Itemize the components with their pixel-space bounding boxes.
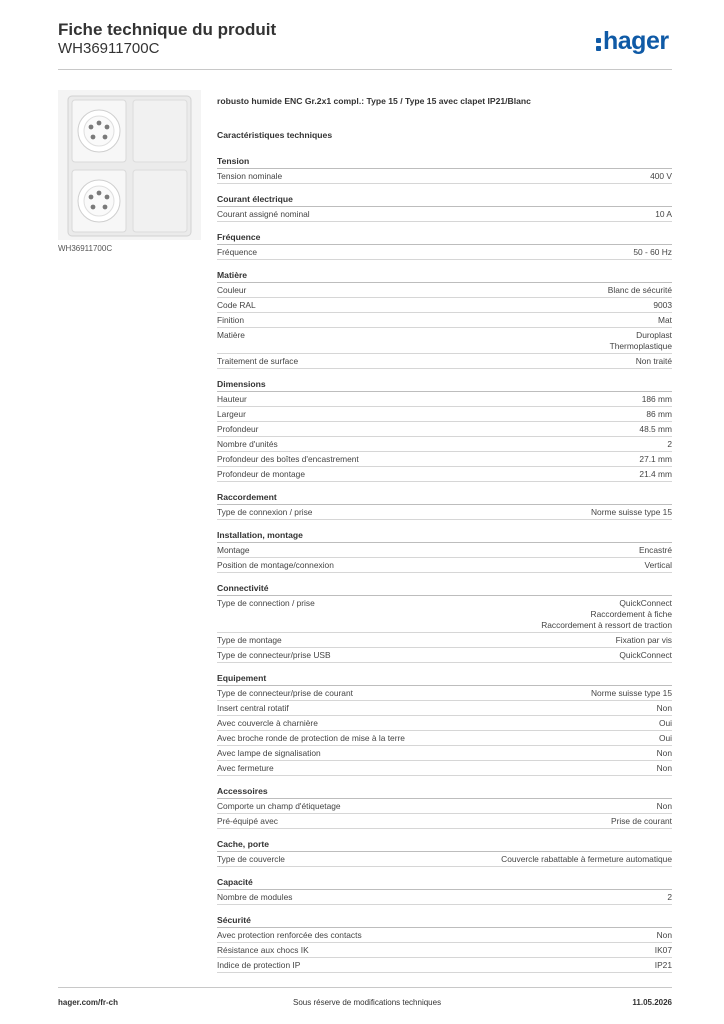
- spec-label: Profondeur des boîtes d'encastrement: [217, 453, 359, 464]
- spec-label: Profondeur de montage: [217, 468, 305, 479]
- spec-row: [217, 928, 672, 943]
- spec-group-title: Cache, porte: [217, 839, 672, 852]
- spec-group: [217, 839, 672, 867]
- spec-row: [217, 298, 672, 313]
- spec-value: Norme suisse type 15: [591, 506, 672, 517]
- spec-row: [217, 731, 672, 746]
- spec-row: [217, 596, 672, 633]
- spec-value: Non: [656, 702, 672, 713]
- spec-label: Largeur: [217, 408, 246, 419]
- spec-value: Norme suisse type 15: [591, 687, 672, 698]
- spec-row: [217, 283, 672, 298]
- spec-group: [217, 379, 672, 482]
- spec-group: [217, 232, 672, 260]
- spec-label: Type de connexion / prise: [217, 506, 313, 517]
- spec-row: [217, 716, 672, 731]
- spec-row: [217, 958, 672, 973]
- spec-value: Oui: [658, 717, 672, 728]
- spec-value: IK07: [654, 944, 672, 955]
- spec-value: Prise de courant: [611, 815, 672, 826]
- spec-group: [217, 492, 672, 520]
- spec-row: [217, 467, 672, 482]
- spec-label: Avec lampe de signalisation: [217, 747, 321, 758]
- spec-row: [217, 207, 672, 222]
- spec-label: Traitement de surface: [217, 355, 299, 366]
- spec-value: IP21: [654, 959, 672, 970]
- spec-group-title: Courant électrique: [217, 194, 672, 207]
- spec-row: [217, 354, 672, 369]
- spec-label: Type de connection / prise: [217, 597, 315, 608]
- spec-label: Finition: [217, 314, 244, 325]
- spec-group-title: Connectivité: [217, 583, 672, 596]
- spec-value: Oui: [658, 732, 672, 743]
- spec-row: [217, 392, 672, 407]
- spec-group-title: Installation, montage: [217, 530, 672, 543]
- spec-row: [217, 761, 672, 776]
- footer-url: hager.com/fr-ch: [58, 998, 119, 1007]
- footer-divider: [58, 987, 672, 988]
- spec-value: Non: [656, 929, 672, 940]
- spec-label: Nombre d'unités: [217, 438, 278, 449]
- spec-group-title: Matière: [217, 270, 672, 283]
- spec-group-title: Accessoires: [217, 786, 672, 799]
- spec-value: Non: [656, 800, 672, 811]
- spec-row: [217, 313, 672, 328]
- footer-date: 11.05.2026: [632, 998, 672, 1007]
- spec-value: Blanc de sécurité: [607, 284, 672, 295]
- spec-value: Vertical: [644, 559, 672, 570]
- spec-group-title: Raccordement: [217, 492, 672, 505]
- spec-row: [217, 852, 672, 867]
- logo-text: hager: [603, 27, 669, 55]
- spec-group: [217, 194, 672, 222]
- product-reference: WH36911700C: [58, 40, 160, 57]
- spec-row: [217, 799, 672, 814]
- spec-label: Avec broche ronde de protection de mise à la terre: [217, 732, 405, 743]
- spec-value: 2: [667, 438, 672, 449]
- spec-row: [217, 437, 672, 452]
- spec-label: Avec fermeture: [217, 762, 274, 773]
- spec-label: Avec couvercle à charnière: [217, 717, 318, 728]
- spec-label: Hauteur: [217, 393, 247, 404]
- spec-value: QuickConnect: [619, 649, 672, 660]
- spec-value: Encastré: [638, 544, 672, 555]
- spec-label: Montage: [217, 544, 250, 555]
- spec-value: 400 V: [650, 170, 672, 181]
- spec-value: 48.5 mm: [639, 423, 672, 434]
- spec-row: [217, 686, 672, 701]
- spec-value: 2: [667, 891, 672, 902]
- spec-row: [217, 701, 672, 716]
- spec-label: Résistance aux chocs IK: [217, 944, 309, 955]
- spec-value: 50 - 60 Hz: [633, 246, 672, 257]
- footer-disclaimer: Sous réserve de modifications techniques: [293, 998, 442, 1007]
- spec-row: [217, 648, 672, 663]
- spec-label: Indice de protection IP: [217, 959, 301, 970]
- spec-value: 9003: [653, 299, 672, 310]
- spec-label: Insert central rotatif: [217, 702, 289, 713]
- spec-label: Type de connecteur/prise de courant: [217, 687, 353, 698]
- spec-value: Non: [656, 747, 672, 758]
- spec-row: [217, 169, 672, 184]
- spec-label: Type de connecteur/prise USB: [217, 649, 331, 660]
- double-socket-icon: [58, 90, 201, 240]
- product-description: robusto humide ENC Gr.2x1 compl.: Type 15 / Type 15 avec clapet IP21/Blanc: [217, 96, 531, 106]
- spec-label: Profondeur: [217, 423, 259, 434]
- spec-label: Couleur: [217, 284, 247, 295]
- spec-row: [217, 245, 672, 260]
- spec-row: [217, 633, 672, 648]
- spec-label: Courant assigné nominal: [217, 208, 310, 219]
- spec-group: [217, 156, 672, 184]
- spec-row: [217, 890, 672, 905]
- spec-label: Matière: [217, 329, 245, 340]
- spec-label: Type de couvercle: [217, 853, 285, 864]
- spec-row: [217, 943, 672, 958]
- spec-value: QuickConnect Raccordement à fiche Raccordement à ressort de traction: [541, 597, 672, 630]
- spec-group: [217, 673, 672, 776]
- spec-group-title: Sécurité: [217, 915, 672, 928]
- spec-label: Code RAL: [217, 299, 256, 310]
- logo-dots-icon: [596, 33, 601, 51]
- spec-label: Avec protection renforcée des contacts: [217, 929, 362, 940]
- spec-value: Couvercle rabattable à fermeture automatique: [501, 853, 672, 864]
- spec-row: [217, 452, 672, 467]
- spec-group: [217, 786, 672, 829]
- spec-value: 27.1 mm: [639, 453, 672, 464]
- spec-row: [217, 814, 672, 829]
- spec-row: [217, 746, 672, 761]
- spec-label: Tension nominale: [217, 170, 283, 181]
- spec-group-title: Fréquence: [217, 232, 672, 245]
- spec-label: Pré-équipé avec: [217, 815, 278, 826]
- spec-group-title: Equipement: [217, 673, 672, 686]
- spec-label: Fréquence: [217, 246, 258, 257]
- spec-row: [217, 422, 672, 437]
- spec-group-title: Capacité: [217, 877, 672, 890]
- product-photo: [58, 90, 201, 240]
- spec-row: [217, 543, 672, 558]
- header-divider: [58, 69, 672, 70]
- spec-group-title: Tension: [217, 156, 672, 169]
- spec-label: Comporte un champ d'étiquetage: [217, 800, 341, 811]
- specs-heading: Caractéristiques techniques: [217, 130, 333, 140]
- spec-row: [217, 407, 672, 422]
- spec-label: Type de montage: [217, 634, 282, 645]
- spec-group: [217, 530, 672, 573]
- spec-label: Position de montage/connexion: [217, 559, 334, 570]
- spec-value: 10 A: [655, 208, 672, 219]
- spec-value: 86 mm: [646, 408, 672, 419]
- spec-group-title: Dimensions: [217, 379, 672, 392]
- spec-group: [217, 915, 672, 973]
- spec-label: Nombre de modules: [217, 891, 293, 902]
- spec-value: Non traité: [635, 355, 672, 366]
- spec-group: [217, 877, 672, 905]
- spec-row: [217, 505, 672, 520]
- spec-value: Fixation par vis: [615, 634, 672, 645]
- spec-group: [217, 583, 672, 663]
- spec-value: 21.4 mm: [639, 468, 672, 479]
- spec-group: [217, 270, 672, 369]
- spec-value: Mat: [658, 314, 672, 325]
- spec-value: Duroplast Thermoplastique: [609, 329, 672, 351]
- spec-value: 186 mm: [641, 393, 672, 404]
- page-title: Fiche technique du produit: [58, 20, 277, 39]
- photo-caption: WH36911700C: [58, 244, 113, 253]
- spec-value: Non: [656, 762, 672, 773]
- spec-row: [217, 328, 672, 354]
- hager-logo: [596, 27, 669, 56]
- spec-row: [217, 558, 672, 573]
- specs-table: [217, 156, 672, 983]
